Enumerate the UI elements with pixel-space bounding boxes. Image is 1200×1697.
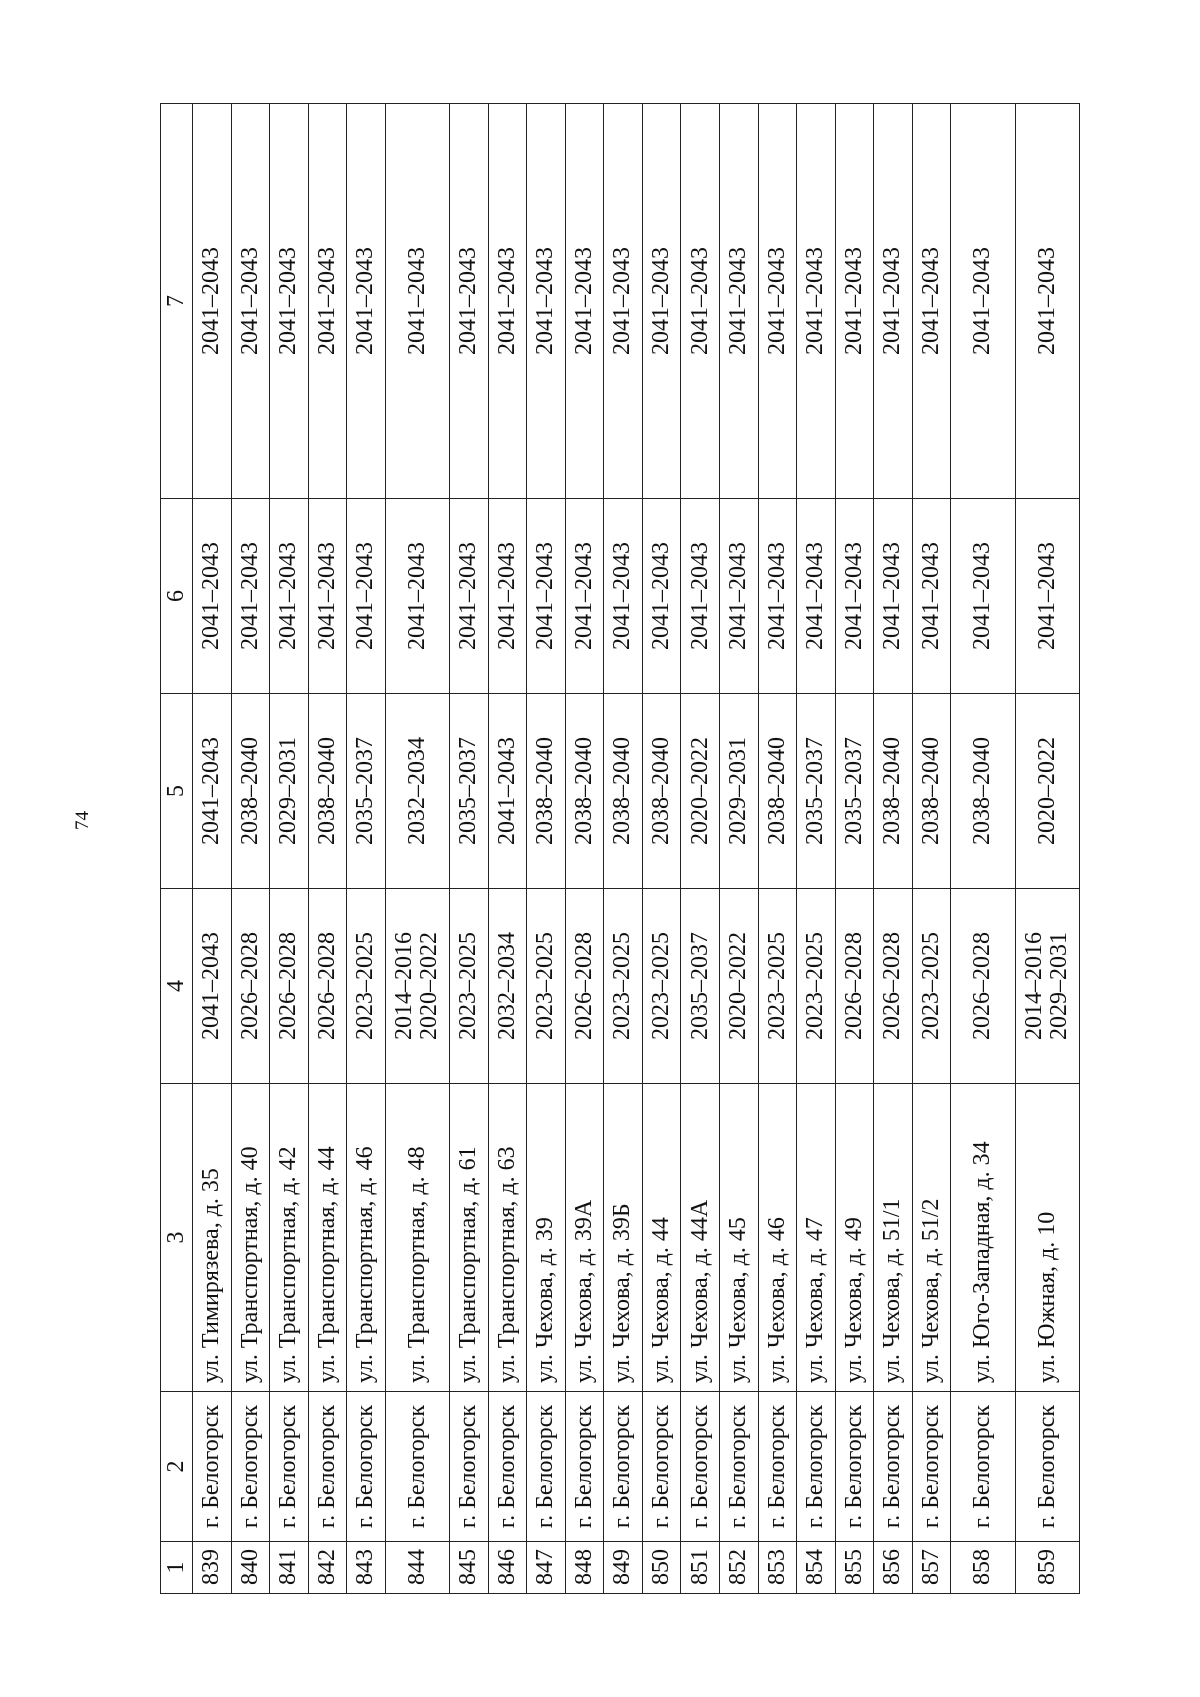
- table-cell: г. Белогорск: [642, 1392, 681, 1542]
- table-cell: 2041–2043: [450, 499, 489, 694]
- table-cell: 2041–2043: [231, 499, 270, 694]
- table-cell: 2038–2040: [874, 694, 913, 889]
- table-cell: г. Белогорск: [681, 1392, 720, 1542]
- table-row: [231, 104, 270, 1594]
- table-cell: 2023–2025: [450, 889, 489, 1084]
- table-cell: 2032–2034: [488, 889, 527, 1084]
- table-cell: 2041–2043: [681, 499, 720, 694]
- table-cell: 2038–2040: [527, 694, 566, 889]
- table-cell: 2038–2040: [565, 694, 604, 889]
- table-cell: ул. Юго-Западная, д. 34: [951, 1084, 1015, 1392]
- table-cell: 2032–2034: [385, 694, 449, 889]
- table-cell: 851: [681, 1542, 720, 1594]
- table-row: [385, 104, 449, 1594]
- table-cell: 2041–2043: [527, 104, 566, 499]
- table-cell: 2041–2043: [604, 499, 643, 694]
- table-cell: 2035–2037: [797, 694, 836, 889]
- table-cell: 2041–2043: [450, 104, 489, 499]
- table-cell: г. Белогорск: [193, 1392, 232, 1542]
- table-row: [758, 104, 797, 1594]
- table-cell: 2035–2037: [347, 694, 386, 889]
- table-cell: 844: [385, 1542, 449, 1594]
- table-cell: 857: [912, 1542, 951, 1594]
- table-cell: 2041–2043: [951, 104, 1015, 499]
- table-cell: г. Белогорск: [835, 1392, 874, 1542]
- table-cell: 2041–2043: [385, 499, 449, 694]
- table-cell: 2023–2025: [527, 889, 566, 1084]
- table-cell: ул. Чехова, д. 49: [835, 1084, 874, 1392]
- table-cell: 2023–2025: [912, 889, 951, 1084]
- table-cell: 2041–2043: [719, 499, 758, 694]
- table-cell: 855: [835, 1542, 874, 1594]
- table-cell: 2041–2043: [642, 104, 681, 499]
- column-header-2: 2: [161, 1392, 193, 1542]
- table-cell: 2041–2043: [527, 499, 566, 694]
- table-cell: 2041–2043: [604, 104, 643, 499]
- table-cell: 2041–2043: [681, 104, 720, 499]
- table-cell: 839: [193, 1542, 232, 1594]
- table-cell: 2035–2037: [835, 694, 874, 889]
- table-cell: ул. Транспортная, д. 44: [308, 1084, 347, 1392]
- table-row: [1015, 104, 1080, 1594]
- table-cell: 859: [1015, 1542, 1080, 1594]
- table-cell: 2041–2043: [951, 499, 1015, 694]
- table-cell: 2041–2043: [642, 499, 681, 694]
- table-cell: 2041–2043: [347, 104, 386, 499]
- table-cell: 856: [874, 1542, 913, 1594]
- table-cell: 2041–2043: [308, 499, 347, 694]
- table-cell: 2041–2043: [912, 104, 951, 499]
- table-cell: г. Белогорск: [758, 1392, 797, 1542]
- table-row: [565, 104, 604, 1594]
- table-cell: 2035–2037: [681, 889, 720, 1084]
- table-cell: 2020–2022: [681, 694, 720, 889]
- table-cell: 2038–2040: [951, 694, 1015, 889]
- table-cell: 2026–2028: [565, 889, 604, 1084]
- table-cell: 2026–2028: [270, 889, 309, 1084]
- table-cell: ул. Транспортная, д. 42: [270, 1084, 309, 1392]
- column-header-3: 3: [161, 1084, 193, 1392]
- table-cell: 2041–2043: [488, 104, 527, 499]
- table-cell: г. Белогорск: [347, 1392, 386, 1542]
- table-cell: ул. Чехова, д. 51/2: [912, 1084, 951, 1392]
- table-row: [719, 104, 758, 1594]
- table-cell: г. Белогорск: [912, 1392, 951, 1542]
- table-cell: г. Белогорск: [951, 1392, 1015, 1542]
- table-cell: 2041–2043: [912, 499, 951, 694]
- table-cell: 2023–2025: [797, 889, 836, 1084]
- table-row: [488, 104, 527, 1594]
- column-header-4: 4: [161, 889, 193, 1084]
- table-row: [874, 104, 913, 1594]
- table-cell: 2038–2040: [308, 694, 347, 889]
- table-cell: 2041–2043: [308, 104, 347, 499]
- table-cell: ул. Чехова, д. 45: [719, 1084, 758, 1392]
- table-cell: ул. Чехова, д. 47: [797, 1084, 836, 1392]
- table-cell: г. Белогорск: [308, 1392, 347, 1542]
- table-cell: 858: [951, 1542, 1015, 1594]
- table-cell: 2020–2022: [719, 889, 758, 1084]
- column-header-5: 5: [161, 694, 193, 889]
- header-row: [161, 104, 193, 1594]
- table-cell: ул. Транспортная, д. 61: [450, 1084, 489, 1392]
- column-header-1: 1: [161, 1542, 193, 1594]
- table-cell: г. Белогорск: [719, 1392, 758, 1542]
- table-row: [270, 104, 309, 1594]
- table-cell: г. Белогорск: [1015, 1392, 1080, 1542]
- table-cell: 840: [231, 1542, 270, 1594]
- table-cell: ул. Чехова, д. 51/1: [874, 1084, 913, 1392]
- table-cell: 2029–2031: [270, 694, 309, 889]
- table-cell: г. Белогорск: [488, 1392, 527, 1542]
- table-cell: г. Белогорск: [450, 1392, 489, 1542]
- table-cell: ул. Транспортная, д. 40: [231, 1084, 270, 1392]
- table-row: [797, 104, 836, 1594]
- column-header-7: 7: [161, 104, 193, 499]
- table-cell: г. Белогорск: [527, 1392, 566, 1542]
- table-cell: 2026–2028: [308, 889, 347, 1084]
- table-cell: ул. Чехова, д. 44А: [681, 1084, 720, 1392]
- table-cell: ул. Чехова, д. 39: [527, 1084, 566, 1392]
- table-cell: 2041–2043: [565, 104, 604, 499]
- table-row: [681, 104, 720, 1594]
- table-cell: 2038–2040: [758, 694, 797, 889]
- table-cell: г. Белогорск: [565, 1392, 604, 1542]
- table-cell: 2041–2043: [874, 104, 913, 499]
- table-cell: 2041–2043: [193, 104, 232, 499]
- table-cell: 2041–2043: [835, 499, 874, 694]
- table-cell: 2041–2043: [874, 499, 913, 694]
- table-cell: 2041–2043: [1015, 104, 1080, 499]
- table-cell: 848: [565, 1542, 604, 1594]
- table-cell: 2041–2043: [1015, 499, 1080, 694]
- table-cell: 2041–2043: [193, 889, 232, 1084]
- table-cell: г. Белогорск: [874, 1392, 913, 1542]
- table-cell: 853: [758, 1542, 797, 1594]
- table-cell: 2041–2043: [797, 499, 836, 694]
- table-cell: 841: [270, 1542, 309, 1594]
- table-cell: 2020–2022: [1015, 694, 1080, 889]
- table-row: [951, 104, 1015, 1594]
- table-row: [527, 104, 566, 1594]
- table-cell: 2026–2028: [835, 889, 874, 1084]
- table-row: [308, 104, 347, 1594]
- table-cell: 2041–2043: [835, 104, 874, 499]
- table-cell: 2038–2040: [231, 694, 270, 889]
- table-cell: 2038–2040: [604, 694, 643, 889]
- table-cell: 2023–2025: [604, 889, 643, 1084]
- table-cell: 2026–2028: [874, 889, 913, 1084]
- table-row: [642, 104, 681, 1594]
- table-row: [193, 104, 232, 1594]
- table-cell: 2023–2025: [347, 889, 386, 1084]
- table-cell: 2041–2043: [270, 499, 309, 694]
- table-cell: 2041–2043: [193, 694, 232, 889]
- table-cell: г. Белогорск: [604, 1392, 643, 1542]
- schedule-table: [160, 103, 1080, 1594]
- table-cell: ул. Тимирязева, д. 35: [193, 1084, 232, 1392]
- table-row: [604, 104, 643, 1594]
- table-cell: ул. Южная, д. 10: [1015, 1084, 1080, 1392]
- table-cell: 2041–2043: [797, 104, 836, 499]
- table-cell: 2014–2016 2020–2022: [385, 889, 449, 1084]
- table-cell: 846: [488, 1542, 527, 1594]
- table-cell: 843: [347, 1542, 386, 1594]
- table-cell: 2041–2043: [488, 694, 527, 889]
- table-cell: 2029–2031: [719, 694, 758, 889]
- table-cell: 842: [308, 1542, 347, 1594]
- table-cell: 850: [642, 1542, 681, 1594]
- column-header-6: 6: [161, 499, 193, 694]
- table-cell: г. Белогорск: [797, 1392, 836, 1542]
- table-cell: 2023–2025: [758, 889, 797, 1084]
- table-cell: ул. Транспортная, д. 46: [347, 1084, 386, 1392]
- table-cell: ул. Чехова, д. 46: [758, 1084, 797, 1392]
- table-cell: 847: [527, 1542, 566, 1594]
- table-cell: 2041–2043: [270, 104, 309, 499]
- table-cell: 845: [450, 1542, 489, 1594]
- table-cell: 2041–2043: [347, 499, 386, 694]
- table-cell: ул. Чехова, д. 39Б: [604, 1084, 643, 1392]
- table-cell: 2041–2043: [385, 104, 449, 499]
- table-cell: 2041–2043: [193, 499, 232, 694]
- table-row: [835, 104, 874, 1594]
- table-cell: 2041–2043: [565, 499, 604, 694]
- table-cell: 852: [719, 1542, 758, 1594]
- table-row: [347, 104, 386, 1594]
- table-cell: г. Белогорск: [385, 1392, 449, 1542]
- table-cell: 2026–2028: [231, 889, 270, 1084]
- page-number: 74: [72, 811, 93, 830]
- table-cell: ул. Транспортная, д. 48: [385, 1084, 449, 1392]
- table-cell: 2041–2043: [488, 499, 527, 694]
- rotated-table-container: [160, 104, 1080, 1594]
- table-cell: 2041–2043: [231, 104, 270, 499]
- table-cell: ул. Чехова, д. 39А: [565, 1084, 604, 1392]
- table-cell: г. Белогорск: [270, 1392, 309, 1542]
- table-cell: 2041–2043: [758, 104, 797, 499]
- table-row: [912, 104, 951, 1594]
- table-cell: 2035–2037: [450, 694, 489, 889]
- table-cell: ул. Чехова, д. 44: [642, 1084, 681, 1392]
- table-cell: 849: [604, 1542, 643, 1594]
- table-row: [450, 104, 489, 1594]
- table-cell: 2038–2040: [642, 694, 681, 889]
- table-cell: 854: [797, 1542, 836, 1594]
- table-cell: 2038–2040: [912, 694, 951, 889]
- table-cell: 2026–2028: [951, 889, 1015, 1084]
- table-cell: 2023–2025: [642, 889, 681, 1084]
- table-cell: ул. Транспортная, д. 63: [488, 1084, 527, 1392]
- table-cell: 2014–2016 2029–2031: [1015, 889, 1080, 1084]
- table-cell: 2041–2043: [719, 104, 758, 499]
- table-cell: г. Белогорск: [231, 1392, 270, 1542]
- table-cell: 2041–2043: [758, 499, 797, 694]
